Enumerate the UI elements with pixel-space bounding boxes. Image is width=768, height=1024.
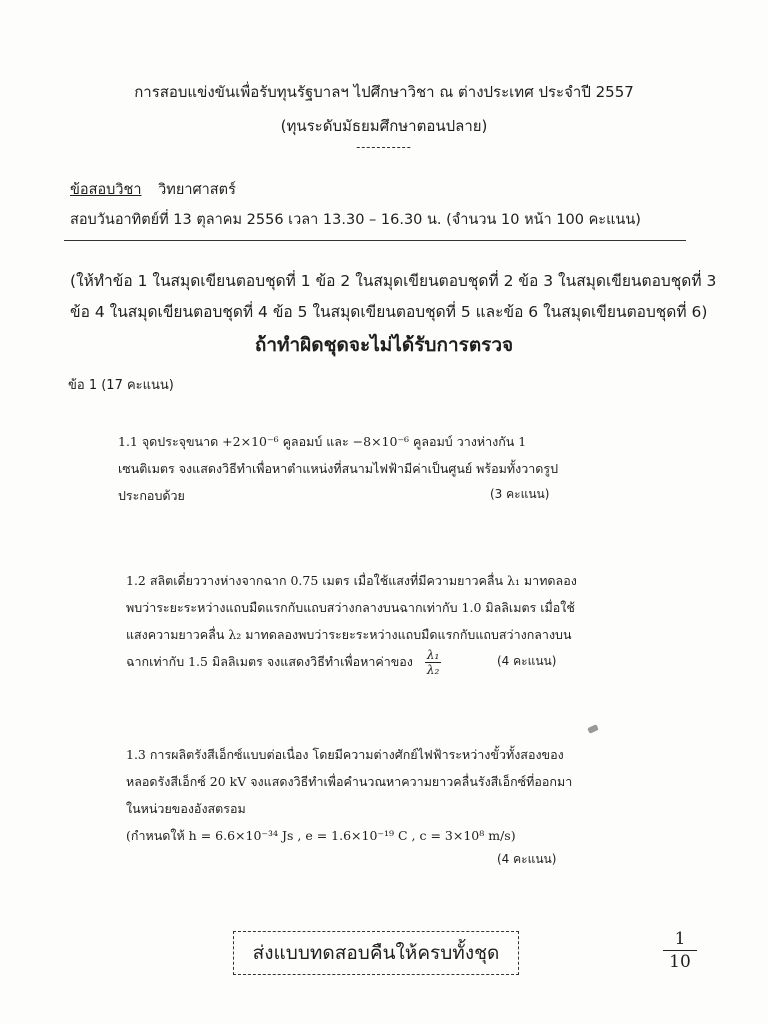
q1-2-line: พบว่าระยะระหว่างแถบมืดแรกกับแถบสว่างกลางบนฉากเท่ากับ 1.0 มิลลิเมตร เมื่อใช้ xyxy=(126,600,575,615)
q1-1-points: (3 คะแนน) xyxy=(490,487,550,501)
question-1-heading: ข้อ 1 (17 คะแนน) xyxy=(68,378,174,393)
q1-1-line: เซนติเมตร จงแสดงวิธีทำเพื่อหาตำแหน่งที่สนามไฟฟ้ามีค่าเป็นศูนย์ พร้อมทั้งวาดรูป xyxy=(118,461,559,476)
frac-numerator: λ₁ xyxy=(426,648,440,662)
lambda-ratio xyxy=(425,648,441,677)
return-notice-box xyxy=(233,931,519,975)
divider xyxy=(64,240,686,241)
exam-subtitle: (ทุนระดับมัธยมศึกษาตอนปลาย) xyxy=(280,117,488,135)
pen-mark xyxy=(587,724,599,734)
question-1-3 xyxy=(126,741,586,849)
frac-denominator: λ₂ xyxy=(426,663,440,677)
q1-2-line: 1.2 สลิตเดี่ยววางห่างจากฉาก 0.75 เมตร เมื่อใช้แสงที่มีความยาวคลื่น λ₁ มาทดลอง xyxy=(126,573,577,588)
instructions-line-2: ข้อ 4 ในสมุดเขียนตอบชุดที่ 4 ข้อ 5 ในสมุดเขียนตอบชุดที่ 5 และข้อ 6 ในสมุดเขียนตอบชุดที่ 6) xyxy=(70,303,708,321)
subject-label: ข้อสอบวิชา xyxy=(70,182,142,198)
instructions xyxy=(70,266,717,328)
exam-title: การสอบแข่งขันเพื่อรับทุนรัฐบาลฯ ไปศึกษาวิชา ณ ต่างประเทศ ประจำปี 2557 xyxy=(134,83,634,101)
instructions-line-1: (ให้ทำข้อ 1 ในสมุดเขียนตอบชุดที่ 1 ข้อ 2 ในสมุดเขียนตอบชุดที่ 2 ข้อ 3 ในสมุดเขียนตอบชุดที่ 3 xyxy=(70,272,717,290)
q1-2-line-4-text: ฉากเท่ากับ 1.5 มิลลิเมตร จงแสดงวิธีทำเพื่อหาค่าของ xyxy=(126,654,413,669)
header-separator: ----------- xyxy=(356,140,412,154)
return-notice: ส่งแบบทดสอบคืนให้ครบทั้งชุด xyxy=(252,942,500,964)
q1-3-points: (4 คะแนน) xyxy=(497,852,557,866)
q1-1-line: 1.1 จุดประจุขนาด +2×10⁻⁶ คูลอมบ์ และ −8×10⁻⁶ คูลอมบ์ วางห่างกัน 1 xyxy=(118,434,527,449)
q1-3-line: ในหน่วยของอังสตรอม xyxy=(126,801,246,816)
q1-2-points: (4 คะแนน) xyxy=(497,654,557,668)
q1-1-line: ประกอบด้วย xyxy=(118,488,185,503)
warning-text: ถ้าทำผิดชุดจะไม่ได้รับการตรวจ xyxy=(254,334,514,356)
subject-line xyxy=(70,178,236,201)
exam-date: สอบวันอาทิตย์ที่ 13 ตุลาคม 2556 เวลา 13.30 – 16.30 น. (จำนวน 10 หน้า 100 คะแนน) xyxy=(70,212,641,228)
page-total: 10 xyxy=(669,952,691,972)
page-current: 1 xyxy=(663,928,697,951)
q1-3-line: 1.3 การผลิตรังสีเอ็กซ์แบบต่อเนื่อง โดยมีความต่างศักย์ไฟฟ้าระหว่างขั้วทั้งสองของ xyxy=(126,747,564,762)
page-number xyxy=(663,928,697,973)
q1-2-line: แสงความยาวคลื่น λ₂ มาทดลองพบว่าระยะระหว่างแถบมืดแรกกับแถบสว่างกลางบน xyxy=(126,627,572,642)
q1-3-line: (กำหนดให้ h = 6.6×10⁻³⁴ Js , e = 1.6×10⁻¹⁹ C , c = 3×10⁸ m/s) xyxy=(126,828,516,843)
subject-value: วิทยาศาสตร์ xyxy=(158,182,236,198)
q1-3-line: หลอดรังสีเอ็กซ์ 20 kV จงแสดงวิธีทำเพื่อคำนวณหาความยาวคลื่นรังสีเอ็กซ์ที่ออกมา xyxy=(126,774,573,789)
